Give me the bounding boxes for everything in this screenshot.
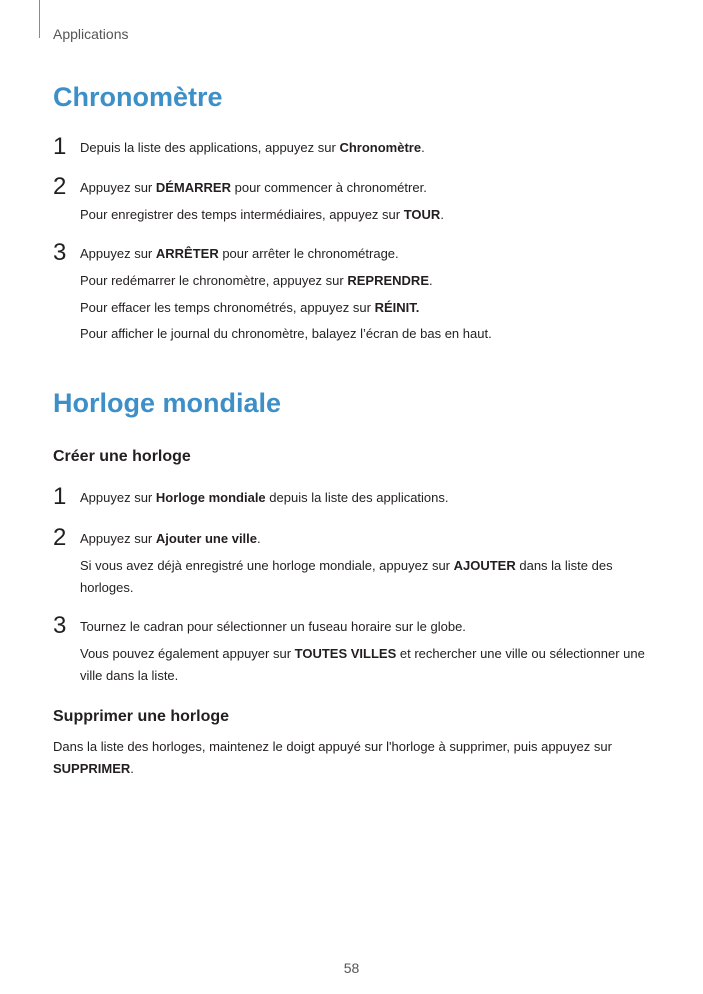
step-number: 1 (53, 133, 67, 160)
step-note: Pour redémarrer le chronomètre, appuyez sur REPRENDRE. (80, 273, 433, 288)
section-title-chronometre: Chronomètre (53, 82, 223, 112)
step-text: Tournez le cadran pour sélectionner un fuseau horaire sur le globe. (80, 619, 466, 634)
header-divider (39, 0, 40, 38)
page-number: 58 (343, 960, 360, 976)
step-number: 3 (53, 239, 67, 266)
step-number: 2 (53, 524, 67, 551)
step-text: Appuyez sur Horloge mondiale depuis la liste des applications. (80, 490, 449, 505)
running-header: Applications (53, 26, 129, 42)
section-title-horloge-mondiale: Horloge mondiale (53, 388, 282, 418)
step-note: Si vous avez déjà enregistré une horloge mondiale, appuyez sur AJOUTER dans la liste des horloges. (80, 558, 613, 595)
step-note: Pour enregistrer des temps intermédiaires, appuyez sur TOUR. (80, 207, 444, 222)
subheading-supprimer-horloge: Supprimer une horloge (53, 708, 230, 725)
step-text: Depuis la liste des applications, appuyez sur Chronomètre. (80, 140, 425, 155)
step-note: Pour effacer les temps chronométrés, appuyez sur RÉINIT. (80, 300, 420, 315)
subheading-creer-horloge: Créer une horloge (53, 448, 191, 465)
step-number: 1 (53, 483, 67, 510)
step-text: Appuyez sur Ajouter une ville. (80, 531, 261, 546)
step-note: Vous pouvez également appuyer sur TOUTES VILLES et rechercher une ville ou sélectionner une ville dans la liste. (80, 646, 645, 683)
step-text: Appuyez sur ARRÊTER pour arrêter le chronométrage. (80, 246, 399, 261)
delete-instructions: Dans la liste des horloges, maintenez le doigt appuyé sur l'horloge à supprimer, puis appuyez sur SUPPRIMER. (53, 739, 612, 776)
step-number: 3 (53, 612, 67, 639)
step-number: 2 (53, 173, 67, 200)
step-text: Appuyez sur DÉMARRER pour commencer à chronométrer. (80, 180, 427, 195)
step-note: Pour afficher le journal du chronomètre, balayez l’écran de bas en haut. (80, 326, 492, 341)
